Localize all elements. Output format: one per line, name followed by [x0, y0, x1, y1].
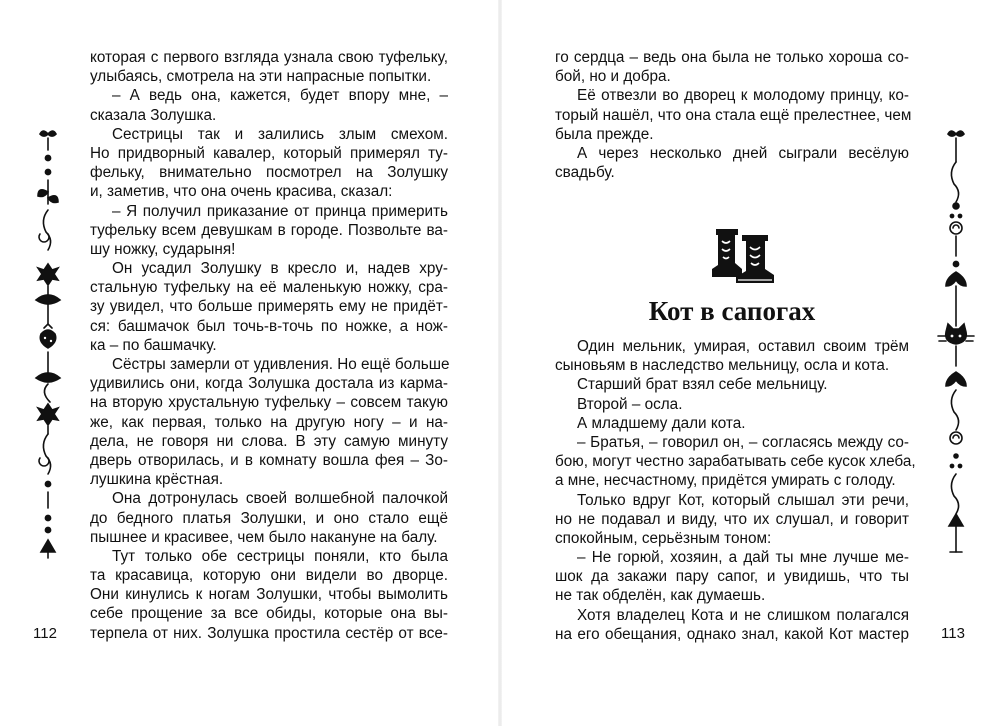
- right-page-text-line: свадьбу.: [555, 164, 615, 182]
- left-page-text-line: Тут только обе сестрицы поняли, кто была: [112, 547, 448, 565]
- left-page-text-line: Сестрицы так и залились злым смехом.: [112, 125, 448, 143]
- right-page-text-line: го сердца – ведь она была не только хороша со-: [555, 49, 909, 66]
- left-page-text-line: сказала Золушка.: [90, 106, 217, 124]
- left-page-text-line: дверь отворилась, и в комнату вошла фея – Зо-: [90, 451, 448, 469]
- left-page-text-line: Но придворный кавалер, который примерял ту-: [90, 144, 448, 162]
- right-page-text-line: не так обделён, как думаешь.: [555, 587, 766, 605]
- right-page-text-line: спокойным, серьёзным тоном:: [555, 529, 772, 547]
- right-page-text-line: сыновьям в наследство мельницу, осла и кота.: [555, 357, 890, 375]
- boots-icon: [698, 225, 778, 285]
- left-page-text-line: Она дотронулась своей волшебной палочкой: [112, 490, 448, 508]
- left-page-text-line: – Я получил приказание от принца примерить: [112, 202, 448, 220]
- left-page-text-line: и, заметив, что она очень красива, сказал:: [90, 183, 393, 201]
- left-page-text-line: лушкина крёстная.: [90, 471, 224, 489]
- page-number-right: 113: [941, 625, 965, 642]
- floral-vine-ornament: [28, 128, 68, 560]
- left-page-text-line: пышнее и красивее, чем было накануне на балу.: [90, 528, 438, 546]
- right-page-text-bottom: [555, 337, 916, 644]
- left-page-text-line: на вторую хрустальную туфельку – совсем такую: [90, 394, 448, 412]
- right-page-text-line: А младшему дали кота.: [577, 414, 746, 432]
- right-page-text-line: Её отвезли во дворец к молодому принцу, ко-: [577, 87, 909, 105]
- right-page-text-line: – Не горюй, хозяин, а дай ты мне лучше ме-: [577, 549, 909, 567]
- left-page-text-line: удивились они, когда Золушка достала из карма-: [90, 375, 448, 393]
- right-page-text-line: бою, могут честно зарабатывать себе кусок хлеба,: [555, 453, 916, 471]
- left-page-text-line: шу ножку, сударыня!: [90, 240, 236, 258]
- left-page-text-line: Он усадил Золушку в кресло и, надев хру-: [112, 260, 448, 278]
- left-page-text-line: которая с первого взгляда узнала свою туфельку,: [90, 49, 448, 66]
- left-page-text-line: Они кинулись к ногам Золушки, чтобы вымолить: [90, 586, 448, 604]
- left-page-text-line: та красавица, которую они видели во дворце.: [90, 567, 448, 585]
- right-page-text-line: Старший брат взял себе мельницу.: [577, 376, 828, 394]
- left-page-text-line: до бедного платья Золушки, и оно стало ещё: [90, 509, 448, 527]
- right-page-text-line: Второй – осла.: [577, 395, 683, 413]
- left-page-text-line: дела, не говоря ни слова. В эту самую минуту: [90, 432, 448, 450]
- right-page-text-line: а мне, несчастному, придётся умирать с голоду.: [555, 472, 896, 490]
- left-page-text-line: – А ведь она, кажется, будет впору мне, –: [112, 87, 448, 105]
- right-page-text-line: Хотя владелец Кота и не слишком полагался: [577, 606, 909, 624]
- right-page-text-line: Один мельник, умирая, оставил своим трём: [577, 338, 909, 355]
- right-page-text-line: на его обещания, однако знал, какой Кот мастер: [555, 625, 909, 643]
- left-page-text-line: ка – по башмачку.: [90, 336, 217, 354]
- left-page-text-line: зу увидел, что больше примерять ему не придёт-: [90, 298, 448, 316]
- left-page-text-line: стальную туфельку на её маленькую ножку, сра-: [90, 279, 448, 297]
- left-page-text-line: туфельку всем девушкам в городе. Позвольте ва-: [90, 221, 448, 239]
- left-page-text: [90, 48, 448, 643]
- cat-vine-ornament: [936, 128, 976, 560]
- right-page-text-top: [555, 48, 912, 182]
- story-title: Кот в сапогах: [648, 296, 816, 326]
- right-page-text-line: – Братья, – говорил он, – согласясь между со-: [577, 433, 909, 451]
- right-page-text-line: А через несколько дней сыграли весёлую: [577, 144, 909, 162]
- right-page-text-line: Только вдруг Кот, который слышал эти речи,: [577, 491, 909, 509]
- right-page-text-line: была прежде.: [555, 125, 654, 143]
- right-page-text-line: но не подавал и виду, что их слушал, и говорит: [555, 510, 909, 528]
- right-page-text-line: торый нашёл, что она стала ещё прелестнее, чем: [555, 106, 912, 124]
- left-page-text-line: же, как первая, только на другую ногу – и на-: [90, 413, 448, 431]
- left-page-text-line: терпела от них. Золушка простила сестёр от все-: [90, 624, 448, 642]
- left-page-text-line: Сёстры замерли от удивления. Но ещё больше: [112, 356, 450, 373]
- left-page-text-line: фельку, внимательно посмотрел на Золушку: [90, 164, 448, 182]
- book-gutter: [498, 0, 502, 726]
- left-page-text-line: себе прощение за все обиды, которые она вы-: [90, 605, 448, 623]
- left-page-text-line: ся: башмачок был точь-в-точь по ножке, а нож-: [90, 317, 448, 335]
- right-page-text-line: шок да закажи пару сапог, и увидишь, что ты: [555, 568, 909, 586]
- page-number-left: 112: [33, 625, 57, 642]
- left-page-text-line: улыбаясь, смотрела на эти напрасные попытки.: [90, 68, 432, 86]
- right-page-text-line: бой, но и добра.: [555, 68, 671, 86]
